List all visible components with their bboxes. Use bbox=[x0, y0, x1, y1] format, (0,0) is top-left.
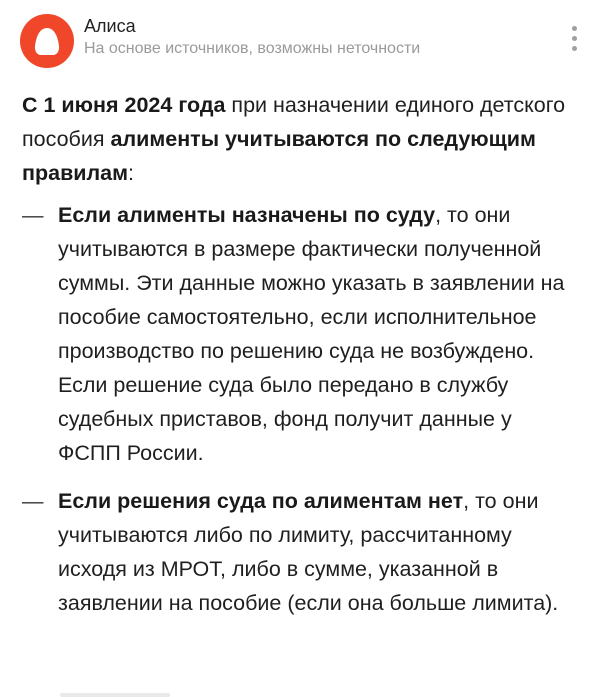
list-item-text bbox=[58, 198, 578, 470]
list-item-heading: Если решения суда по алиментам нет bbox=[58, 489, 464, 513]
answer-text bbox=[22, 88, 578, 620]
intro-emphasis: алименты учитываются по следующим правилам bbox=[22, 127, 536, 185]
intro-text: при назначении единого детского пособия bbox=[22, 93, 566, 151]
list-item bbox=[22, 198, 578, 470]
list-item-body: , то они учитываются либо по лимиту, рассчитанному исходя из МРОТ, либо в сумме, указанной в заявлении на пособие (если она больше лимита). bbox=[58, 489, 559, 615]
next-card-edge bbox=[60, 693, 170, 697]
list-dash: — bbox=[22, 489, 44, 513]
intro-paragraph bbox=[22, 88, 578, 190]
list-item-text bbox=[58, 484, 578, 620]
message-header bbox=[20, 12, 580, 72]
list-item-body: , то они учитываются в размере фактически полученной суммы. Эти данные можно указать в заявлении на пособие самостоятельно, если исполнительное производство по решению суда не возбуждено. Если решение суда было передано в службу судебных приставов, фонд получит данные у ФСПП России. bbox=[58, 203, 565, 465]
more-vertical-icon[interactable] bbox=[564, 20, 584, 56]
intro-date: С 1 июня 2024 года bbox=[22, 93, 226, 117]
list-item bbox=[22, 484, 578, 620]
intro-colon: : bbox=[128, 161, 135, 185]
list-item-heading: Если алименты назначены по суду bbox=[58, 203, 436, 227]
alisa-logo-icon[interactable] bbox=[20, 14, 74, 68]
list-dash: — bbox=[22, 203, 44, 227]
sender-name: Алиса bbox=[84, 16, 136, 36]
source-disclaimer: На основе источников, возможны неточности bbox=[84, 40, 421, 57]
